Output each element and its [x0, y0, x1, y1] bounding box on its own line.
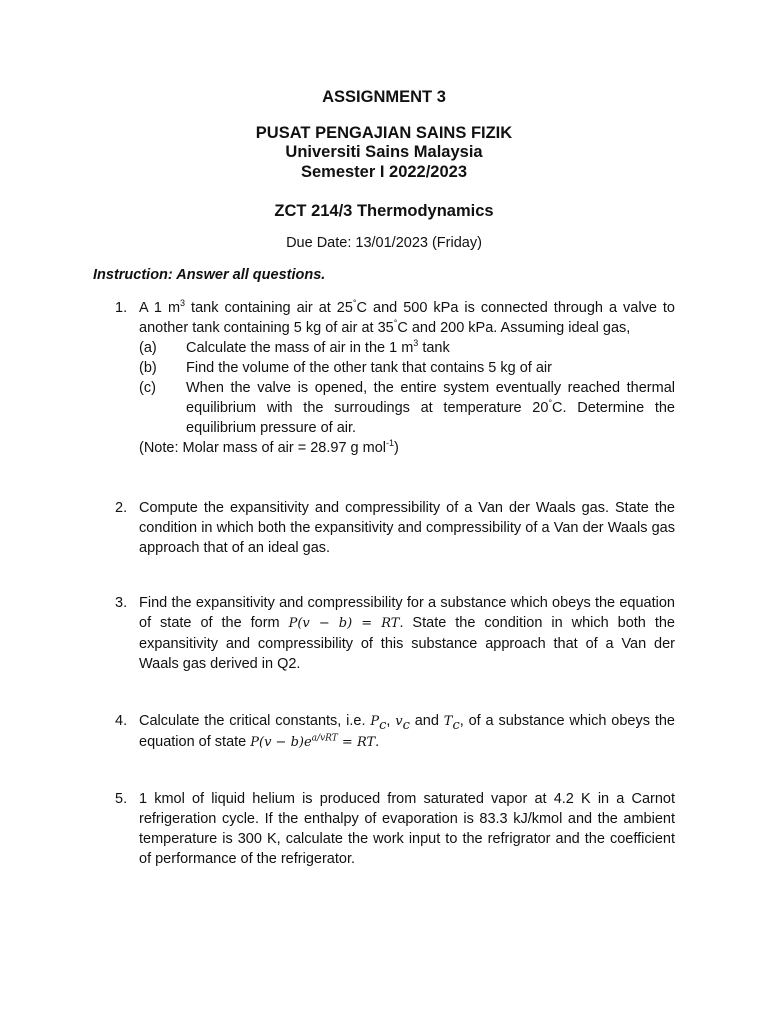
question-text: 1 kmol of liquid helium is produced from saturated vapor at 4.2 K in a Carnot refrigeration cycle. If the enthalpy of evaporation is 83.3 kJ/kmol and the ambient temperature is 300 K, calculate the work input to the refrigrator and the coefficient of performance of the refrigerator.: [139, 791, 675, 867]
question-3: [115, 593, 675, 674]
question-text: Find the expansitivity and compressibility for a substance which obeys the equation of state of the form P(v − b) = RT. State the condition in which both the expansitivity and compressibility of this substance approach that of a Van der Waals gas derived in Q2.: [139, 595, 675, 672]
question-text: Compute the expansitivity and compressibility of a Van der Waals gas. State the condition in which both the expansitivity and compressibility of a Van der Waals gas approach that of an ideal gas.: [139, 500, 675, 556]
question-5: [115, 789, 675, 869]
school-name: PUSAT PENGAJIAN SAINS FIZIK: [255, 124, 513, 142]
question-text: A 1 $m^3$ tank containing air at 25°C and 500 kPa is connected through a valve to another tank containing 5 kg of air at 35°C and 200 kPa. Assuming ideal gas,: [139, 298, 675, 336]
subquestion-a: (a) Calculate the mass of air in the 1 $m^3$ tank: [139, 338, 450, 356]
instruction: Instruction: Answer all questions.: [93, 267, 326, 283]
subquestion-c: (c) When the valve is opened, the entire system eventually reached thermal equilibrium with the surroudings at temperature 20°C. Determine the equilibrium pressure of air.: [139, 380, 675, 436]
question-number: 5.: [115, 791, 128, 807]
question-number: 3.: [115, 595, 128, 611]
subquestion-b: (b) Find the volume of the other tank that contains 5 kg of air: [139, 360, 552, 376]
question-number: 1.: [115, 300, 128, 316]
question-text: Calculate the critical constants, i.e. $P_c$, $v_c$ and $T_c$, of a substance which obeys the equation of state $P(v - b)e^{a/vRT}$ = RT.: [139, 713, 675, 750]
assignment-title: ASSIGNMENT 3: [322, 88, 446, 106]
question-2: [115, 498, 675, 558]
equation-of-state: $P(v - b)e^{a/vRT}$ = RT: [250, 733, 376, 750]
question-4: [115, 711, 675, 753]
semester: Semester I 2022/2023: [300, 163, 468, 181]
question-number: 2.: [115, 500, 128, 516]
course-title: ZCT 214/3 Thermodynamics: [274, 202, 494, 220]
equation-of-state: P(v − b) = RT: [288, 616, 400, 631]
question-1: [115, 298, 675, 458]
molar-mass-note: (Note: Molar mass of air = 28.97 g mol$^{-1}$): [139, 438, 399, 456]
university-name: Universiti Sains Malaysia: [285, 143, 483, 161]
due-date: Due Date: 13/01/2023 (Friday): [286, 235, 482, 251]
question-number: 4.: [115, 713, 128, 729]
